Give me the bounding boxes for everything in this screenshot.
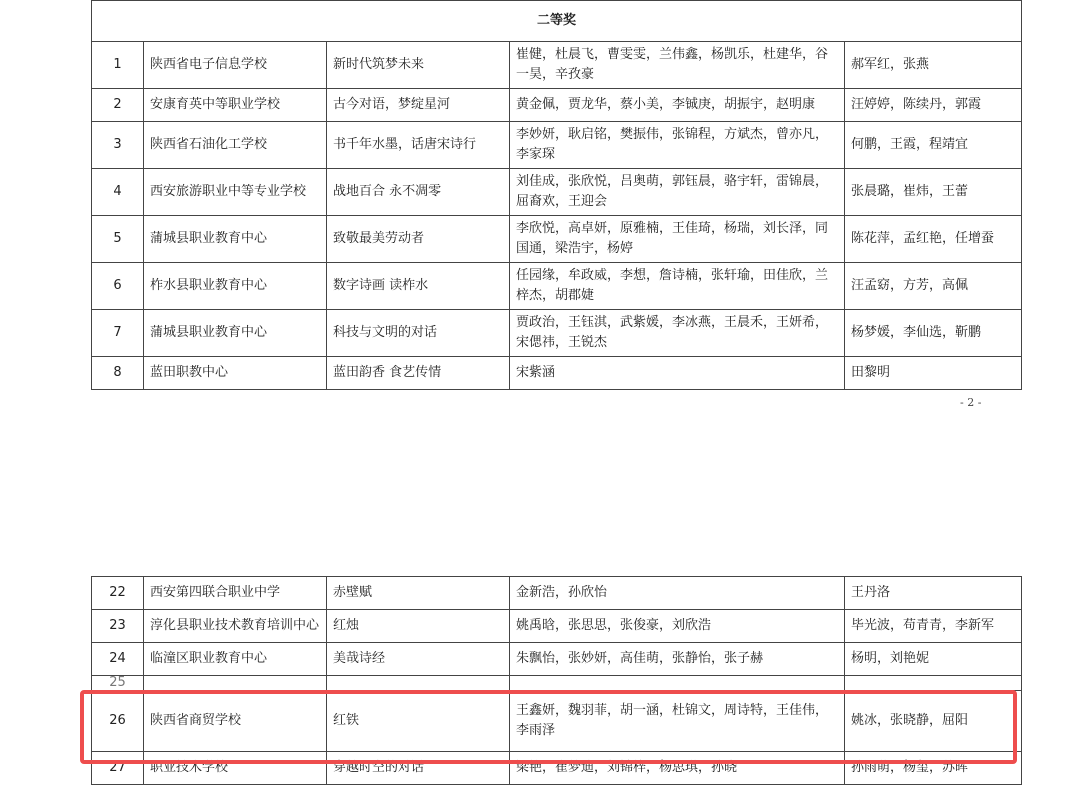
work-title: 穿越时空的对话 <box>327 752 510 785</box>
table-row <box>92 610 1022 643</box>
student-names: 崔健，杜晨飞，曹雯雯，兰伟鑫，杨凯乐，杜建华，谷一昊，辛孜豪 <box>510 42 845 89</box>
highlight-box <box>80 690 1017 764</box>
row-number: 5 <box>92 216 144 263</box>
row-number: 22 <box>92 577 144 610</box>
table-row <box>92 42 1022 89</box>
work-title: 战地百合 永不凋零 <box>327 169 510 216</box>
school-name: 安康育英中等职业学校 <box>144 89 327 122</box>
work-title: 书千年水墨，话唐宋诗行 <box>327 122 510 169</box>
work-title: 赤壁赋 <box>327 577 510 610</box>
teacher-names: 王丹洛 <box>845 577 1022 610</box>
school-name: 蒲城县职业教育中心 <box>144 310 327 357</box>
table-row <box>92 310 1022 357</box>
table-row <box>92 122 1022 169</box>
student-names: 任园缘，牟政威，李想，詹诗楠，张轩瑜，田佳欣，兰梓杰，胡郡婕 <box>510 263 845 310</box>
student-names <box>510 676 845 691</box>
teacher-names: 姚冰，张晓静，屈阳 <box>845 691 1022 752</box>
row-number: 4 <box>92 169 144 216</box>
student-names: 宋紫涵 <box>510 357 845 390</box>
work-title: 数字诗画 读柞水 <box>327 263 510 310</box>
awards-table-top <box>91 0 1022 390</box>
row-number: 3 <box>92 122 144 169</box>
teacher-names: 陈花萍，孟红艳，任增蚕 <box>845 216 1022 263</box>
student-names: 李妙妍，耿启铭，樊振伟，张锦程，方斌杰，曾亦凡，李家琛 <box>510 122 845 169</box>
school-name: 临潼区职业教育中心 <box>144 643 327 676</box>
student-names: 贾政治，王钰淇，武紫媛，李冰燕，王晨禾，王妍希，宋偲祎，王锐杰 <box>510 310 845 357</box>
school-name: 蒲城县职业教育中心 <box>144 216 327 263</box>
teacher-names: 田黎明 <box>845 357 1022 390</box>
row-number: 2 <box>92 89 144 122</box>
school-name: 蓝田职教中心 <box>144 357 327 390</box>
student-names: 刘佳成，张欣悦，吕奥萌，郭钰晨，骆宇轩，雷锦晨，屈裔欢，王迎会 <box>510 169 845 216</box>
row-number: 27 <box>92 752 144 785</box>
teacher-names: 郝军红，张燕 <box>845 42 1022 89</box>
work-title <box>327 676 510 691</box>
work-title: 蓝田韵香 食艺传情 <box>327 357 510 390</box>
school-name: 陕西省石油化工学校 <box>144 122 327 169</box>
school-name: 陕西省商贸学校 <box>144 691 327 752</box>
teacher-names <box>845 676 1022 691</box>
school-name: 西安第四联合职业中学 <box>144 577 327 610</box>
school-name: 陕西省电子信息学校 <box>144 42 327 89</box>
teacher-names: 孙雨萌，杨玺，苏晖 <box>845 752 1022 785</box>
student-names: 金新浩，孙欣怡 <box>510 577 845 610</box>
row-number: 26 <box>92 691 144 752</box>
section-title-row <box>92 1 1022 42</box>
teacher-names: 汪孟窈，方芳，高佩 <box>845 263 1022 310</box>
work-title: 科技与文明的对话 <box>327 310 510 357</box>
table-row <box>92 263 1022 310</box>
row-number: 7 <box>92 310 144 357</box>
work-title: 美哉诗经 <box>327 643 510 676</box>
row-number: 1 <box>92 42 144 89</box>
work-title: 古今对语，梦绽星河 <box>327 89 510 122</box>
teacher-names: 杨明，刘艳妮 <box>845 643 1022 676</box>
school-name <box>144 676 327 691</box>
work-title: 新时代筑梦未来 <box>327 42 510 89</box>
teacher-names: 何鹏，王霞，程靖宜 <box>845 122 1022 169</box>
table-row <box>92 216 1022 263</box>
school-name: 淳化县职业技术教育培训中心 <box>144 610 327 643</box>
row-number: 23 <box>92 610 144 643</box>
row-number: 8 <box>92 357 144 390</box>
student-names: 姚禹晗，张思思，张俊豪，刘欣浩 <box>510 610 845 643</box>
teacher-names: 杨梦媛，李仙选，靳鹏 <box>845 310 1022 357</box>
table-row <box>92 577 1022 610</box>
school-name: 柞水县职业教育中心 <box>144 263 327 310</box>
student-names: 梁艳，崔梦迪，刘锦梓，杨思琪，孙晓 <box>510 752 845 785</box>
teacher-names: 汪婷婷，陈续丹，郭霞 <box>845 89 1022 122</box>
student-names: 王鑫妍，魏羽菲，胡一涵，杜锦文，周诗特，王佳伟，李雨泽 <box>510 691 845 752</box>
student-names: 黄金佩，贾龙华，蔡小美，李铖庚，胡振宇，赵明康 <box>510 89 845 122</box>
work-title: 致敬最美劳动者 <box>327 216 510 263</box>
section-title: 二等奖 <box>92 1 1022 42</box>
table-row <box>92 357 1022 390</box>
school-name: 西安旅游职业中等专业学校 <box>144 169 327 216</box>
table-row <box>92 89 1022 122</box>
table-row <box>92 676 1022 691</box>
teacher-names: 毕光波，苟青青，李新军 <box>845 610 1022 643</box>
row-number: 6 <box>92 263 144 310</box>
school-name: 职业技术学校 <box>144 752 327 785</box>
work-title: 红铁 <box>327 691 510 752</box>
row-number: 24 <box>92 643 144 676</box>
work-title: 红烛 <box>327 610 510 643</box>
row-number: 25 <box>92 676 144 691</box>
student-names: 朱飘怡，张妙妍，高佳萌，张静怡，张子赫 <box>510 643 845 676</box>
page-number: - 2 - <box>960 396 982 409</box>
table-row <box>92 169 1022 216</box>
student-names: 李欣悦，高卓妍，原雅楠，王佳琦，杨瑞，刘长泽，同国通，梁浩宇，杨婷 <box>510 216 845 263</box>
teacher-names: 张晨璐，崔炜，王蕾 <box>845 169 1022 216</box>
table-row <box>92 643 1022 676</box>
